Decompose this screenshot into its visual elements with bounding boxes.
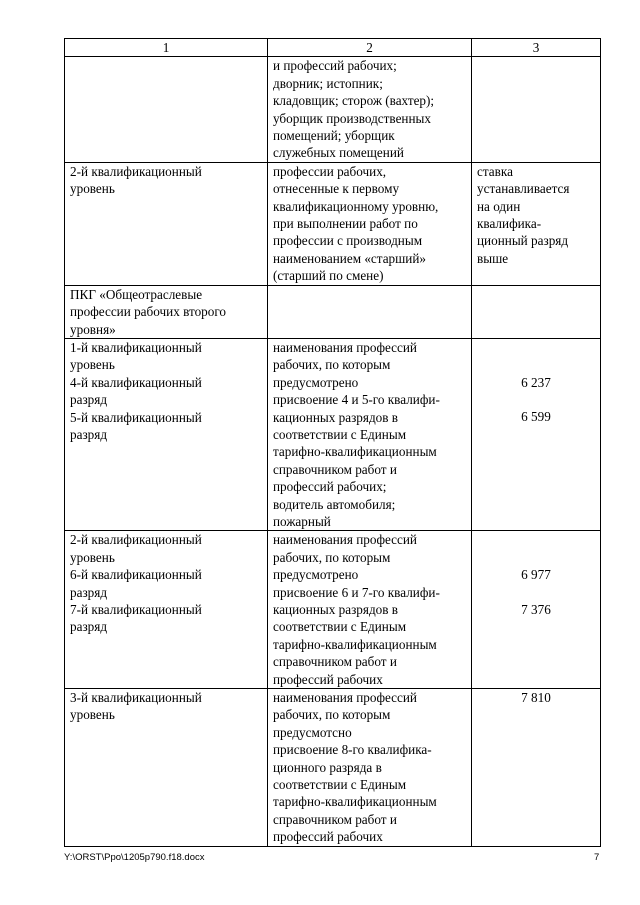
text-line: служебных помещений [273, 145, 404, 161]
text-line: соответствии с Единым [273, 426, 407, 442]
text-line: уровень [70, 357, 115, 373]
text-line: тарифно-квалификационным [273, 794, 437, 810]
text-line: пожарный [273, 513, 331, 529]
text-line: профессий рабочих [273, 829, 383, 845]
text-line: дворник; истопник; [273, 75, 383, 91]
table-row [65, 689, 601, 847]
text-line: наименованием «старший» [273, 250, 427, 266]
text-line: разряд [70, 426, 108, 442]
rate-value: 6 599 [521, 409, 551, 425]
page-number: 7 [594, 852, 600, 863]
profession-cell [268, 285, 472, 338]
text-line: тарифно-квалификационным [273, 444, 437, 460]
text-line: справочником работ и [273, 654, 397, 670]
rate-cell [472, 338, 601, 530]
text-line: соответствии с Единым [273, 619, 407, 635]
text-line: ставка [477, 163, 513, 179]
table-row [65, 162, 601, 285]
text-line: справочником работ и [273, 461, 397, 477]
group-title-cell [65, 285, 268, 338]
text-line: профессий рабочих; [273, 479, 387, 495]
text-line: разряд [70, 619, 108, 635]
table-row [65, 338, 601, 530]
footer-file-path: Y:\ORST\Ppo\1205p790.f18.docx [64, 852, 205, 863]
text-line: помещений; уборщик [273, 128, 395, 144]
text-line: профессии с производным [273, 233, 423, 249]
table-header-row [65, 39, 601, 57]
text-line: ционный разряд [477, 233, 569, 249]
text-line: 2-й квалификационный [70, 163, 202, 179]
text-line: тарифно-квалификационным [273, 636, 437, 652]
text-line: на один [477, 198, 521, 214]
text-line: ПКГ «Общеотраслевые [70, 286, 203, 302]
text-line: квалификационному уровню, [273, 198, 439, 214]
text-line: квалифика- [477, 216, 542, 232]
text-line: рабочих, по которым [273, 707, 391, 723]
rate-value: 6 237 [521, 374, 551, 390]
text-line: присвоение 8-го квалифика- [273, 742, 432, 758]
header-cell-3: 3 [472, 39, 601, 57]
rate-cell [472, 57, 601, 162]
text-line: профессии рабочих, [273, 163, 387, 179]
qualification-cell [65, 162, 268, 285]
text-line: уровень [70, 549, 115, 565]
header-cell-2: 2 [268, 39, 472, 57]
text-line: предусмотрено [273, 567, 359, 583]
qualification-cell [65, 531, 268, 689]
table-row [65, 285, 601, 338]
profession-cell [268, 57, 472, 162]
text-line: 7-й квалификационный [70, 602, 202, 617]
text-line: отнесенные к первому [273, 181, 400, 197]
text-line: наименования профессий [273, 690, 417, 706]
rate-value: 7 376 [521, 601, 551, 617]
profession-cell [268, 338, 472, 530]
text-line: 3-й квалификационный [70, 690, 202, 706]
text-line: и профессий рабочих; [273, 58, 397, 74]
text-line: справочником работ и [273, 811, 397, 827]
text-line: разряд [70, 392, 108, 408]
text-line: устанавливается [477, 181, 570, 197]
text-line: кационных разрядов в [273, 409, 399, 425]
table-row [65, 531, 601, 689]
text-line: рабочих, по которым [273, 357, 391, 373]
qualification-cell [65, 338, 268, 530]
text-line: уборщик производственных [273, 110, 431, 126]
text-line: присвоение 4 и 5-го квалифи- [273, 392, 440, 408]
qualification-cell [65, 57, 268, 162]
profession-cell [268, 531, 472, 689]
text-line: выше [477, 250, 509, 266]
text-line: рабочих, по которым [273, 549, 391, 565]
text-line: наименования профессий [273, 532, 417, 548]
text-line: кационных разрядов в [273, 602, 399, 617]
text-line: профессии рабочих второго [70, 304, 227, 320]
profession-cell [268, 689, 472, 847]
rate-cell [472, 285, 601, 338]
rate-cell [472, 689, 601, 847]
text-line: 1-й квалификационный [70, 339, 202, 355]
text-line: соответствии с Единым [273, 777, 407, 793]
rate-cell [472, 531, 601, 689]
text-line: водитель автомобиля; [273, 496, 396, 512]
text-line: профессий рабочих [273, 671, 383, 687]
text-line: уровень [70, 707, 115, 723]
text-line: присвоение 6 и 7-го квалифи- [273, 584, 440, 600]
text-line: при выполнении работ по [273, 216, 418, 232]
text-line: 4-й квалификационный [70, 374, 202, 390]
table-row [65, 57, 601, 162]
text-line: ционного разряда в [273, 759, 382, 775]
text-line: разряд [70, 584, 108, 600]
text-line: уровня» [70, 321, 116, 337]
text-line: 6-й квалификационный [70, 567, 202, 583]
salary-table [64, 38, 601, 847]
text-line: 5-й квалификационный [70, 409, 202, 425]
text-line: предусмотрено [273, 374, 359, 390]
text-line: наименования профессий [273, 339, 417, 355]
qualification-cell [65, 689, 268, 847]
text-line: (старший по смене) [273, 268, 384, 284]
text-line: 2-й квалификационный [70, 532, 202, 548]
text-line: уровень [70, 181, 115, 197]
profession-cell [268, 162, 472, 285]
text-line: предусмотсно [273, 724, 352, 740]
rate-cell [472, 162, 601, 285]
rate-value: 6 977 [521, 567, 551, 583]
rate-value: 7 810 [521, 690, 551, 706]
header-cell-1: 1 [65, 39, 268, 57]
text-line: кладовщик; сторож (вахтер); [273, 93, 435, 109]
